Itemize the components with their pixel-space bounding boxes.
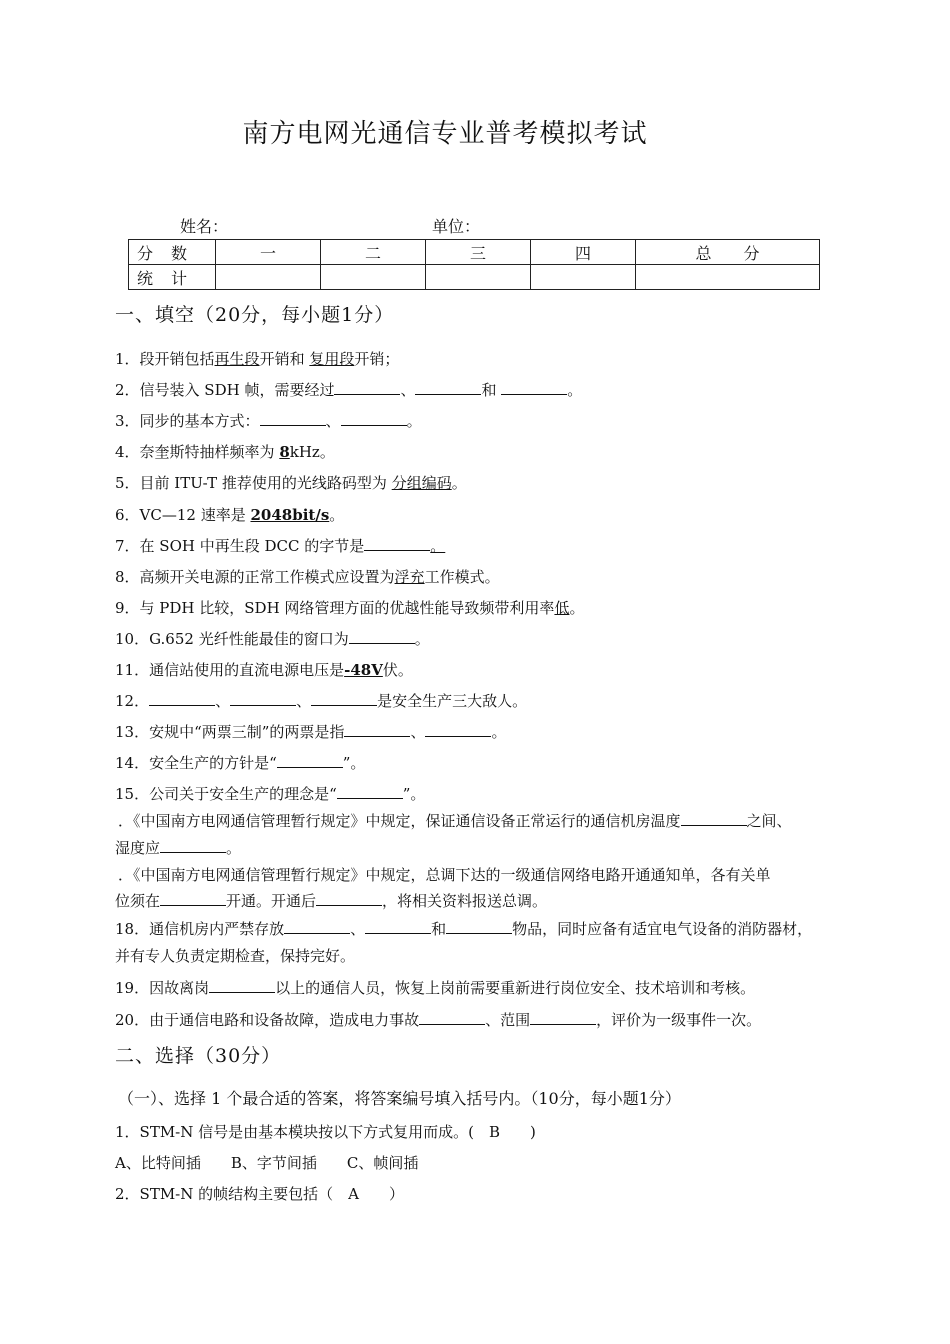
score-cell: [426, 265, 531, 290]
question-15: 15．公司关于安全生产的理念是“ ”。: [115, 785, 426, 803]
score-col-1: 一: [216, 240, 321, 265]
question-20: 20．由于通信电路和设备故障，造成电力事故 、范围 ，评价为一级事件一次。: [115, 1011, 762, 1029]
question-12: 12． 、 、 是安全生产三大敌人。: [115, 692, 528, 710]
question-3: 3．同步的基本方式： 、 。: [115, 412, 422, 430]
score-row-label: 分数: [129, 240, 216, 265]
choice-question-2: 2．STM-N 的帧结构主要包括（ A ）: [115, 1185, 404, 1203]
question-17-line-1: ．《中国南方电网通信管理暂行规定》中规定，总调下达的一级通信网络电路开通通知单，各有关单: [118, 866, 771, 884]
question-13: 13．安规中“两票三制”的两票是指 、 。: [115, 723, 507, 741]
score-table: [128, 239, 820, 290]
section2-sub-heading: （一）、选择 1 个最合适的答案，将答案编号填入括号内。（10分，每小题1分）: [118, 1089, 681, 1108]
choice-question-1-options: A、比特间插 B、字节间插 C、帧间插: [115, 1154, 419, 1172]
question-18-line-1: 18．通信机房内严禁存放 、 和 物品，同时应备有适宜电气设备的消防器材，: [115, 920, 813, 938]
section2-heading: 二、选择（30分）: [115, 1045, 282, 1067]
question-8: 8．高频开关电源的正常工作模式应设置为浮充工作模式。: [115, 568, 500, 586]
score-col-2: 二: [321, 240, 426, 265]
score-col-4: 四: [531, 240, 636, 265]
question-18-line-2: 并有专人负责定期检查，保持完好。: [115, 947, 356, 965]
stat-row-label: 统计: [129, 265, 216, 290]
question-16-line-2: 湿度应 。: [115, 839, 242, 857]
question-7: 7．在 SOH 中再生段 DCC 的字节是 。: [115, 537, 446, 555]
question-19: 19．因故离岗 以上的通信人员，恢复上岗前需要重新进行岗位安全、技术培训和考核。: [115, 979, 756, 997]
question-11: 11．通信站使用的直流电源电压是-48V伏。: [115, 661, 413, 679]
question-6: 6．VC—12 速率是 2048bit/s。: [115, 506, 345, 524]
question-5: 5．目前 ITU-T 推荐使用的光线路码型为 分组编码。: [115, 474, 467, 492]
score-cell: [636, 265, 820, 290]
question-16-line-1: ．《中国南方电网通信管理暂行规定》中规定，保证通信设备正常运行的通信机房温度 之间、: [118, 812, 792, 830]
score-cell: [216, 265, 321, 290]
question-17-line-2: 位须在 开通。开通后 ，将相关资料报送总调。: [115, 892, 548, 910]
name-label: 姓名：: [180, 217, 229, 236]
question-2: 2．信号装入 SDH 帧，需要经过 、 和 。: [115, 381, 583, 399]
score-cell: [321, 265, 426, 290]
score-col-3: 三: [426, 240, 531, 265]
score-cell: [531, 265, 636, 290]
question-9: 9．与 PDH 比较，SDH 网络管理方面的优越性能导致频带利用率低。: [115, 599, 585, 617]
section1-heading: 一、填空（20分，每小题1分）: [115, 304, 395, 326]
score-col-total: 总 分: [636, 240, 820, 265]
choice-question-1: 1．STM-N 信号是由基本模块按以下方式复用而成。( B ): [115, 1123, 536, 1141]
question-4: 4．奈奎斯特抽样频率为 8kHz。: [115, 443, 335, 461]
question-14: 14．安全生产的方针是“ ”。: [115, 754, 366, 772]
question-10: 10．G.652 光纤性能最佳的窗口为 。: [115, 630, 430, 648]
question-1: 1．段开销包括再生段开销和 复用段开销；: [115, 350, 400, 368]
unit-label: 单位：: [432, 217, 481, 236]
page-title: 南方电网光通信专业普考模拟考试: [242, 119, 648, 149]
